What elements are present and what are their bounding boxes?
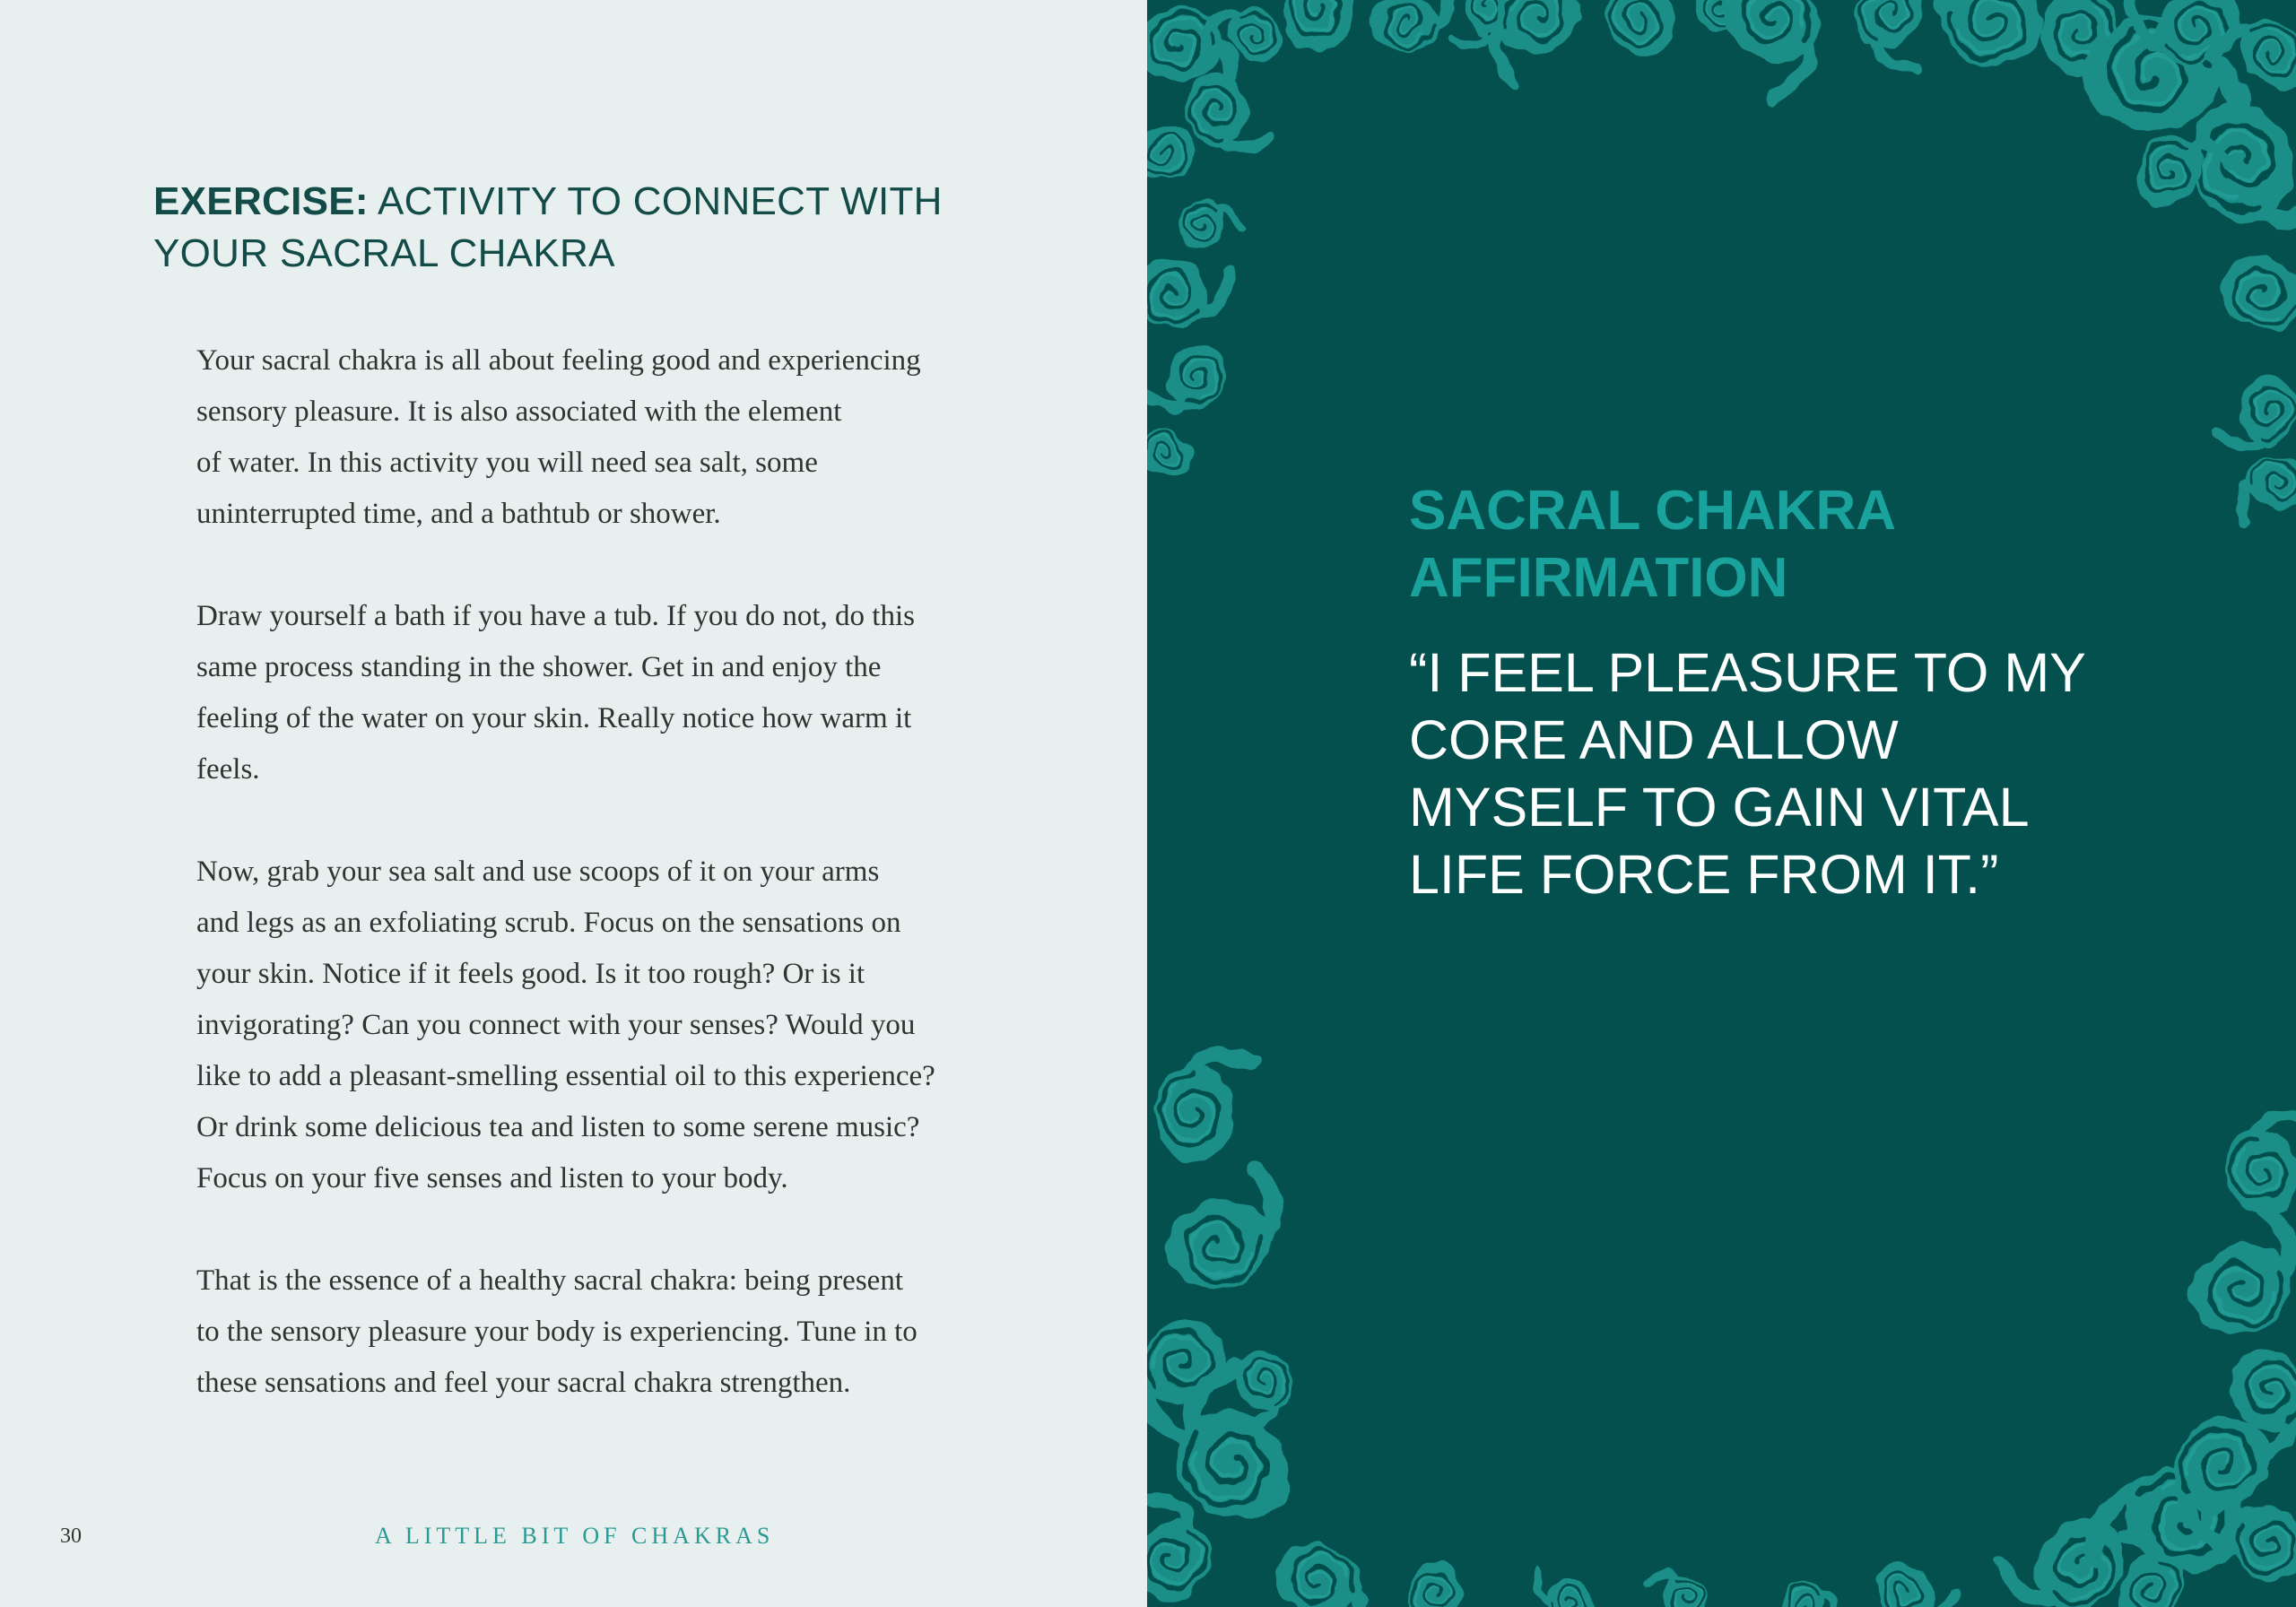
- ornament-blob: [1226, 1341, 1300, 1420]
- right-page: [1147, 0, 2296, 1607]
- ornament-blob: [2177, 1229, 2296, 1348]
- running-footer: A LITTLE BIT OF CHAKRAS: [375, 1523, 775, 1549]
- page-number: 30: [60, 1524, 82, 1548]
- ornament-tail: [2240, 482, 2251, 523]
- ornament-blob: [1595, 0, 1687, 68]
- ornament-blob: [1154, 1386, 1311, 1542]
- body-paragraph: Your sacral chakra is all about feeling good and experiencing sensory pleasure. It is also associated with the element of water. In this activity you will need sea salt, some uninterrupted time, and a bathtub or shower.: [196, 344, 921, 530]
- ornament-blob: [1864, 1551, 1944, 1607]
- ornament-blob: [1147, 247, 1222, 341]
- body-paragraph: Draw yourself a bath if you have a tub. If you do not, do this same process standing in the shower. Get in and enjoy the feeling of the water on your skin. Really notice how warm it feels.: [196, 600, 915, 786]
- ornament-tail: [1538, 1571, 1547, 1603]
- affirmation-quote: “I FEEL PLEASURE TO MY CORE AND ALLOW MYSELF TO GAIN VITAL LIFE FORCE FROM IT.”: [1409, 642, 2086, 905]
- exercise-title: ACTIVITY TO CONNECT WITH YOUR SACRAL CHAKRA: [153, 179, 943, 275]
- exercise-heading: [153, 176, 943, 280]
- ornament-tail: [1454, 32, 1491, 44]
- body-paragraph: Now, grab your sea salt and use scoops of it on your arms and legs as an exfoliating scrub. Focus on the sensations on your skin. Notice if it feels good. Is it too rough? Or is it invigorating? Can you connect with your senses? Would you like to add a pleasant-smelling essential oil to this experience? Or drink some delicious tea and listen to some serene music? Focus on your five senses and listen to your body.: [196, 856, 935, 1194]
- ornament-tail: [1192, 1055, 1253, 1072]
- left-page: [0, 0, 1147, 1607]
- affirmation-title: SACRAL CHAKRA AFFIRMATION: [1409, 480, 1897, 609]
- exercise-label: EXERCISE:: [153, 179, 369, 223]
- body-paragraph: That is the essence of a healthy sacral chakra: being present to the sensory pleasure your body is experiencing. Tune in to these sensations and feel your sacral chakra strengthen.: [196, 1264, 918, 1399]
- ornament-blob: [1168, 191, 1233, 256]
- exercise-body: [196, 335, 1129, 1460]
